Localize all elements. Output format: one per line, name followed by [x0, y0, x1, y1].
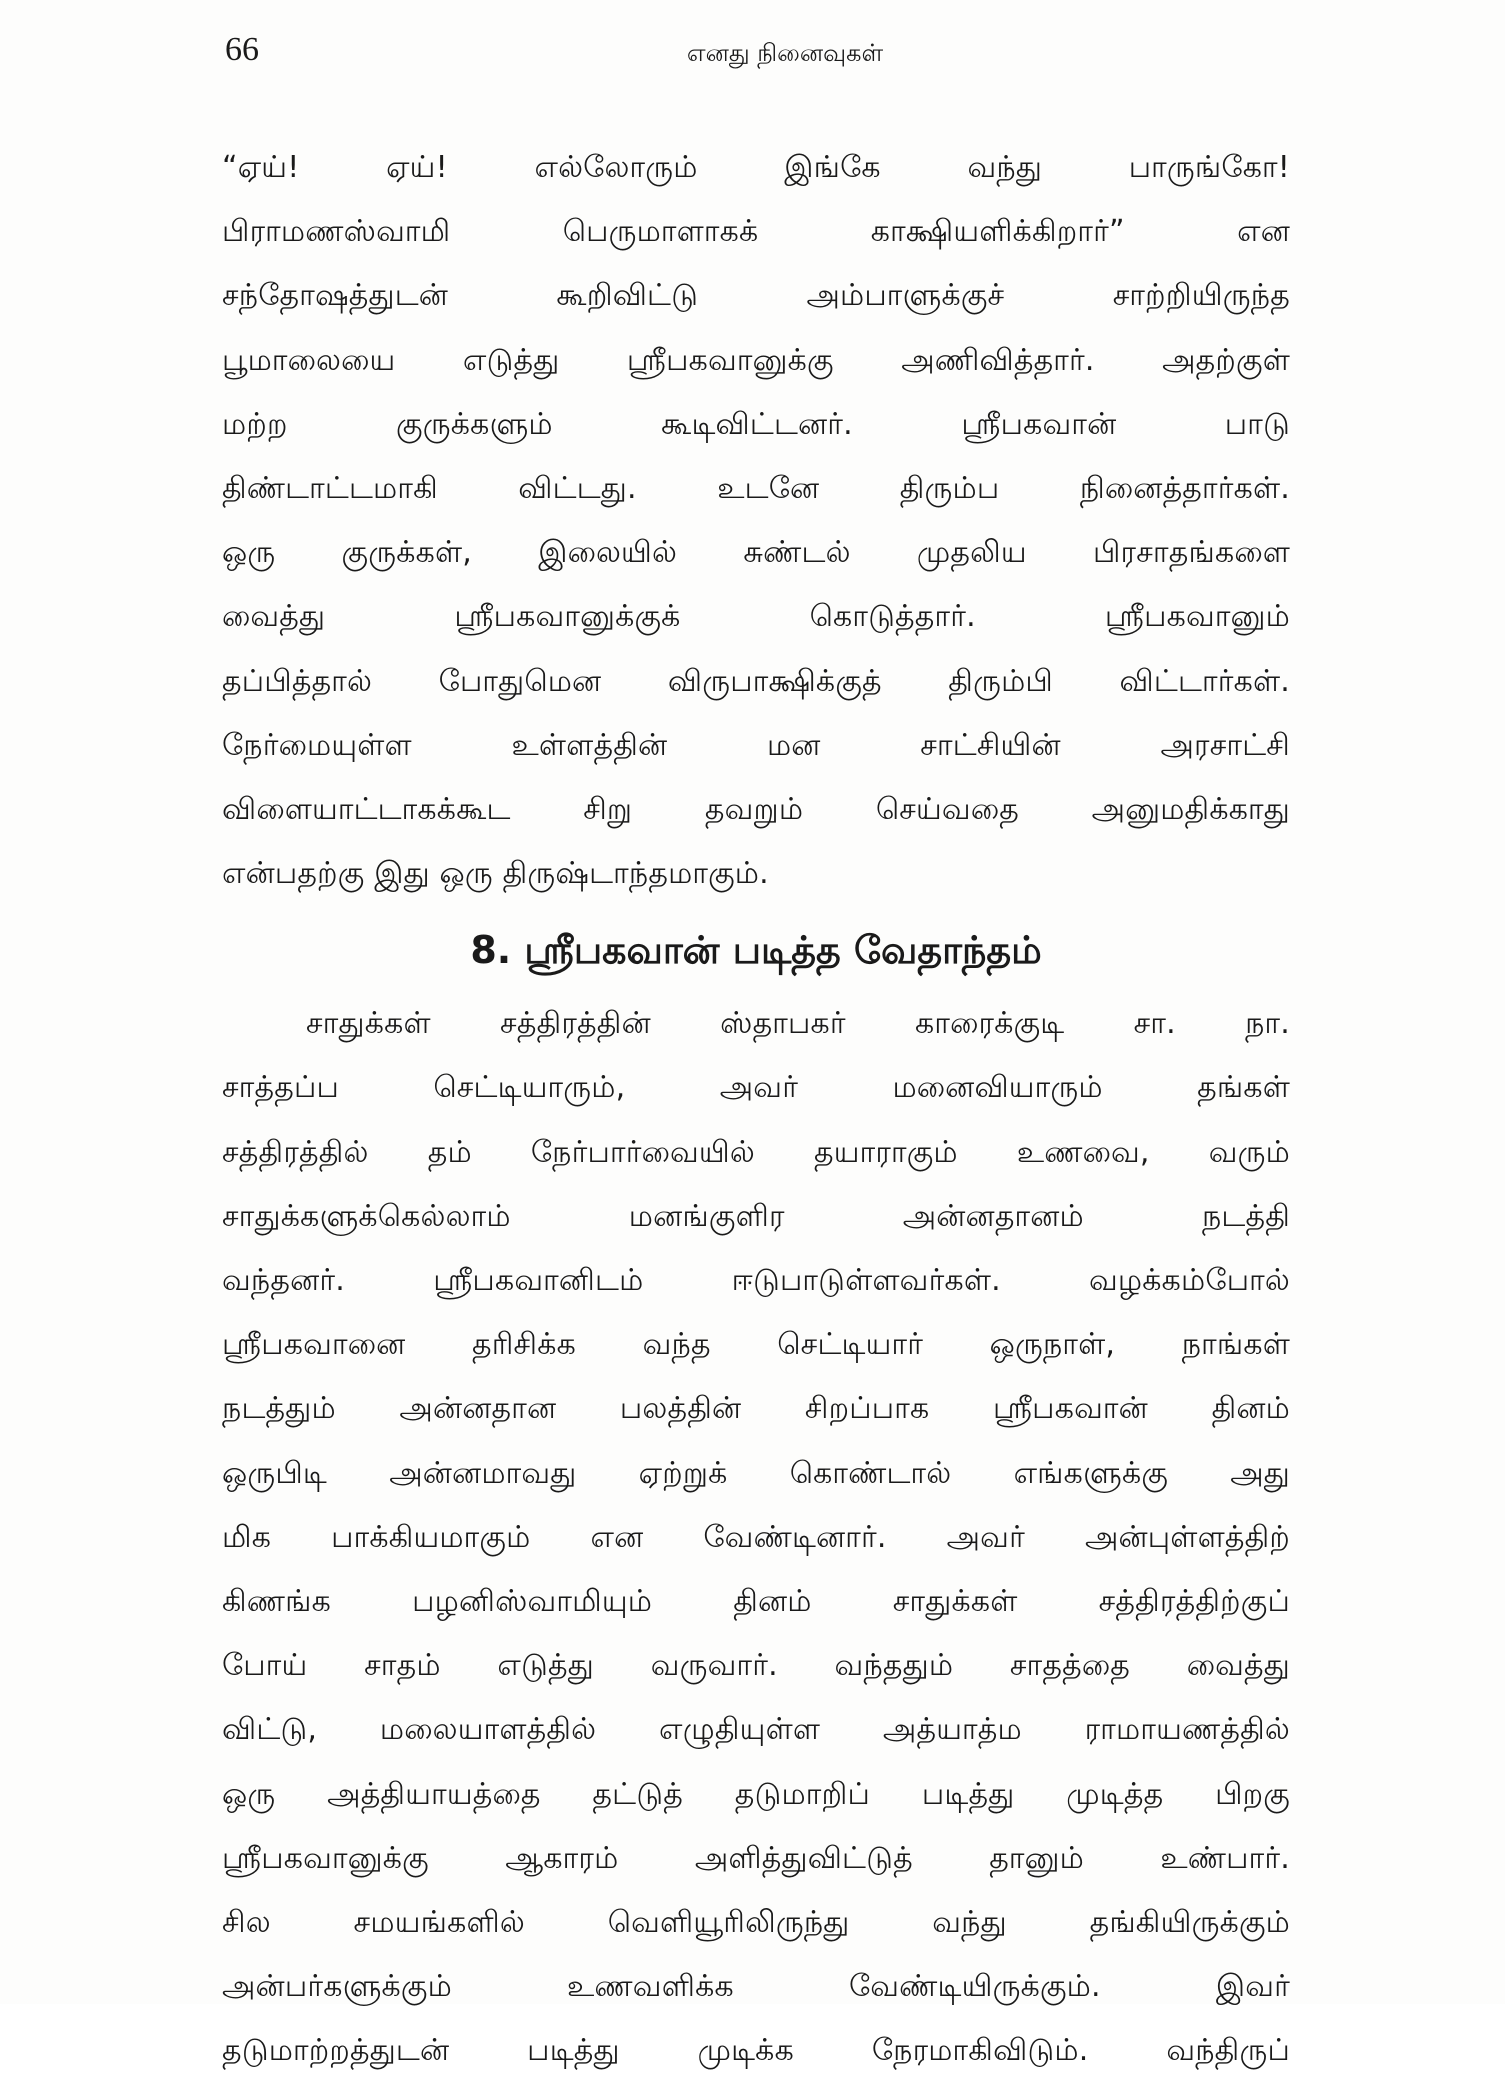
text-line: நேர்மையுள்ள உள்ளத்தின் மன சாட்சியின் அரசாட்சி [222, 727, 1290, 763]
text-line: மற்ற குருக்களும் கூடிவிட்டனர். ஸ்ரீபகவான் பாடு [222, 406, 1290, 442]
text-line: மிக பாக்கியமாகும் என வேண்டினார். அவர் அன்புள்ளத்திற் [222, 1519, 1290, 1555]
text-line: சத்திரத்தில் தம் நேர்பார்வையில் தயாராகும் உணவை, வரும் [222, 1134, 1290, 1170]
text-line: சந்தோஷத்துடன் கூறிவிட்டு அம்பாளுக்குச் சாற்றியிருந்த [222, 278, 1290, 314]
text-line: ஸ்ரீபகவானை தரிசிக்க வந்த செட்டியார் ஒருநாள், நாங்கள் [222, 1327, 1290, 1363]
text-line: சாத்தப்ப செட்டியாரும், அவர் மனைவியாரும் தங்கள் [222, 1070, 1290, 1106]
paragraph-1 [222, 136, 1290, 906]
text-line: என்பதற்கு இது ஒரு திருஷ்டாந்தமாகும். [222, 856, 769, 892]
text-line: தப்பித்தால் போதுமென விருபாக்ஷிக்குத் திரும்பி விட்டார்கள். [222, 663, 1290, 699]
text-line: போய் சாதம் எடுத்து வருவார். வந்ததும் சாதத்தை வைத்து [222, 1648, 1290, 1684]
text-line: வந்தனர். ஸ்ரீபகவானிடம் ஈடுபாடுள்ளவர்கள். வழக்கம்போல் [222, 1263, 1290, 1298]
text-line: சாதுக்கள் சத்திரத்தின் ஸ்தாபகர் காரைக்குடி சா. நா. [306, 1006, 1290, 1042]
text-line: விளையாட்டாகக்கூட சிறு தவறும் செய்வதை அனுமதிக்காது [222, 791, 1290, 827]
text-line: அன்பர்களுக்கும் உணவளிக்க வேண்டியிருக்கும். இவர் [222, 1969, 1290, 2005]
text-line: நடத்தும் அன்னதான பலத்தின் சிறப்பாக ஸ்ரீபகவான் தினம் [222, 1391, 1290, 1427]
running-title: எனது நினைவுகள் [686, 39, 884, 67]
text-line: திண்டாட்டமாகி விட்டது. உடனே திரும்ப நினைத்தார்கள். [222, 470, 1290, 506]
text-line: கிணங்க பழனிஸ்வாமியும் தினம் சாதுக்கள் சத்திரத்திற்குப் [222, 1583, 1290, 1619]
text-line: பூமாலையை எடுத்து ஸ்ரீபகவானுக்கு அணிவித்தார். அதற்குள் [222, 342, 1290, 378]
text-line: சில சமயங்களில் வெளியூரிலிருந்து வந்து தங்கியிருக்கும் [222, 1904, 1290, 1940]
text-line: வைத்து ஸ்ரீபகவானுக்குக் கொடுத்தார். ஸ்ரீபகவானும் [222, 599, 1290, 635]
text-line: ஒருபிடி அன்னமாவது ஏற்றுக் கொண்டால் எங்களுக்கு அது [222, 1455, 1290, 1491]
text-line: ஸ்ரீபகவானுக்கு ஆகாரம் அளித்துவிட்டுத் தானும் உண்பார். [222, 1840, 1290, 1876]
text-line: “ஏய்! ஏய்! எல்லோரும் இங்கே வந்து பாருங்கோ! [222, 150, 1290, 185]
page-header [225, 28, 1285, 88]
text-line: தடுமாற்றத்துடன் படித்து முடிக்க நேரமாகிவிடும். வந்திருப் [222, 2033, 1290, 2069]
text-line: பிராமணஸ்வாமி பெருமாளாகக் காக்ஷியளிக்கிறார்” என [222, 214, 1290, 250]
section-heading: 8. ஸ்ரீபகவான் படித்த வேதாந்தம் [470, 928, 1042, 973]
text-line: ஒரு குருக்கள், இலையில் சுண்டல் முதலிய பிரசாதங்களை [222, 535, 1290, 571]
text-line: விட்டு, மலையாளத்தில் எழுதியுள்ள அத்யாத்ம ராமாயணத்தில் [222, 1712, 1290, 1748]
body-text [222, 136, 1290, 2083]
text-line: ஒரு அத்தியாயத்தை தட்டுத் தடுமாறிப் படித்து முடித்த பிறகு [222, 1776, 1290, 1812]
paragraph-2 [222, 992, 1290, 2083]
text-line: சாதுக்களுக்கெல்லாம் மனங்குளிர அன்னதானம் நடத்தி [222, 1198, 1290, 1234]
page-number: 66 [225, 31, 259, 68]
